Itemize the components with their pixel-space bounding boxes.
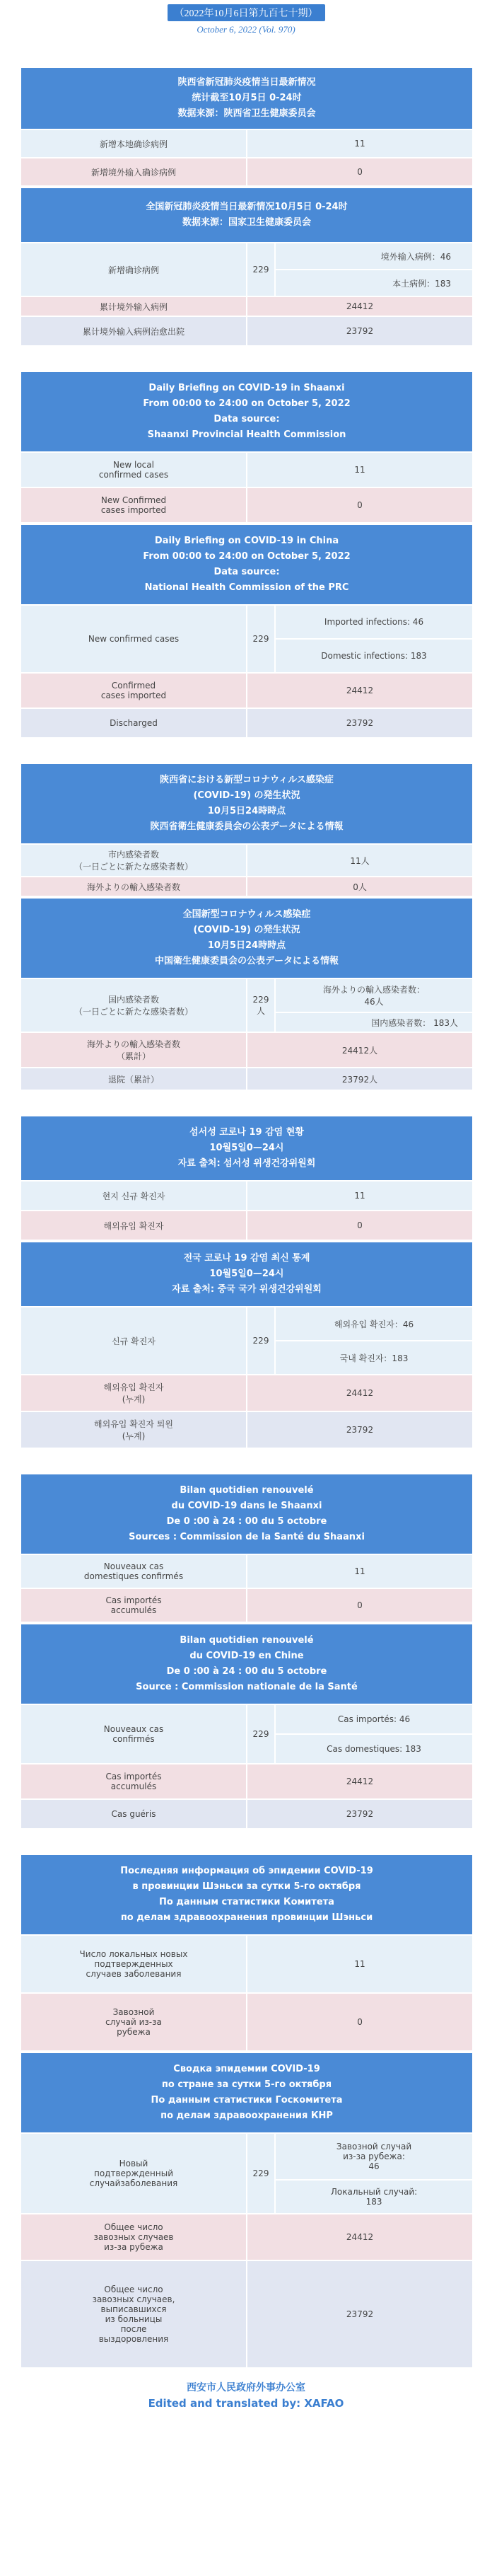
ru-local-table: [20, 1854, 474, 2052]
ru-national-title: Сводка эпидемии COVID-19 по стране за сутки 5-го октября По данным статистики Госкомитета по делам здравоохранения КНР: [20, 2052, 473, 2133]
en-local-table: [20, 371, 474, 524]
zh-local-table: [20, 67, 474, 187]
ru-national-row-label: Общее число завозных случаев, выписавшихся из больницы после выздоровления: [20, 2260, 247, 2368]
ru-imported-cases: Завозной случай из-за рубежа: 46: [275, 2133, 473, 2180]
page: [20, 0, 472, 2410]
ko-national-title: 전국 코로나 19 감염 최신 통계 10월5일0—24시 자료 출처: 중국 국가 위생건강위원회: [20, 1242, 473, 1307]
ko-new-cases-total: 229: [247, 1307, 275, 1375]
fr-new-cases-label: Nouveaux cas confirmés: [20, 1704, 247, 1764]
ru-local-row-value: 0: [247, 1993, 473, 2051]
en-local-row-label: New local confirmed cases: [20, 452, 247, 487]
zh-national-table: [20, 187, 474, 347]
en-domestic-cases: Domestic infections: 183: [275, 639, 473, 673]
zh-national-row-value: 24412: [247, 296, 473, 316]
section-russian: [20, 1854, 472, 2369]
section-korean: [20, 1115, 472, 1449]
en-new-cases-label: New confirmed cases: [20, 605, 247, 673]
ja-local-row-label: 海外よりの輸入感染者数: [20, 877, 247, 896]
ko-national-table: [20, 1241, 474, 1449]
ja-national-row-label: 退院（累計）: [20, 1068, 247, 1090]
ru-national-row-label: Общее число завозных случаев из-за рубежа: [20, 2214, 247, 2260]
fr-domestic-cases: Cas domestiques: 183: [275, 1734, 473, 1764]
en-local-row-label: New Confirmed cases imported: [20, 487, 247, 523]
footer-credit: Edited and translated by: XAFAO: [148, 2397, 344, 2410]
issue-badge: （2022年10月6日第九百七十期）: [168, 4, 325, 21]
ja-national-row-value: 23792人: [247, 1068, 473, 1090]
en-local-row-value: 11: [247, 452, 473, 487]
ja-local-row-label: 市内感染者数 （一日ごとに新たな感染者数）: [20, 844, 247, 877]
en-national-row-label: Confirmed cases imported: [20, 673, 247, 708]
zh-national-row-value: 23792: [247, 316, 473, 346]
ru-domestic-cases: Локальный случай: 183: [275, 2180, 473, 2214]
fr-local-row-label: Nouveaux cas domestiques confirmés: [20, 1554, 247, 1588]
fr-national-row-label: Cas importés accumulés: [20, 1764, 247, 1799]
fr-national-row-label: Cas guéris: [20, 1799, 247, 1829]
ko-national-row-value: 24412: [247, 1375, 473, 1411]
ru-local-row-value: 11: [247, 1935, 473, 1993]
ru-national-row-value: 24412: [247, 2214, 473, 2260]
ko-local-row-label: 현지 신규 확진자: [20, 1181, 247, 1211]
ja-local-row-value: 0人: [247, 877, 473, 896]
zh-new-cases-label: 新增确诊病例: [20, 243, 247, 296]
fr-national-table: [20, 1623, 474, 1830]
ko-national-row-label: 해외유입 확진자 퇴원 (누계): [20, 1411, 247, 1448]
ru-national-table: [20, 2052, 474, 2369]
ru-new-cases-total: 229: [247, 2133, 275, 2214]
ru-national-row-value: 23792: [247, 2260, 473, 2368]
ko-national-row-label: 해외유입 확진자 (누계): [20, 1375, 247, 1411]
ko-local-row-value: 0: [247, 1211, 473, 1240]
section-japanese: [20, 763, 472, 1091]
fr-national-row-value: 24412: [247, 1764, 473, 1799]
zh-domestic-cases: 本土病例：183: [275, 270, 473, 296]
page-footer: [20, 2380, 472, 2410]
en-imported-cases: Imported infections: 46: [275, 605, 473, 639]
zh-imported-cases: 境外输入病例：46: [275, 243, 473, 270]
section-french: [20, 1473, 472, 1830]
ja-local-table: [20, 763, 474, 897]
ja-domestic-cases: 国内感染者数： 183人: [275, 1012, 473, 1032]
zh-national-row-label: 累计境外输入病例: [20, 296, 247, 316]
ko-new-cases-label: 신규 확진자: [20, 1307, 247, 1375]
zh-new-cases-total: 229: [247, 243, 275, 296]
ko-local-row-label: 해외유입 확진자: [20, 1211, 247, 1240]
zh-local-row-value: 11: [247, 129, 473, 158]
ja-local-row-value: 11人: [247, 844, 473, 877]
section-english: [20, 371, 472, 739]
zh-local-title: 陕西省新冠肺炎疫情当日最新情况 统计截至10月5日 0-24时 数据来源：陕西省卫生健康委员会: [20, 67, 473, 129]
en-national-row-value: 23792: [247, 708, 473, 738]
ja-local-title: 陝西省における新型コロナウィルス感染症 (COVID-19) の発生状況 10月5日24時時点 陝西省衛生健康委員会の公表データによる情報: [20, 763, 473, 844]
ja-national-row-label: 海外よりの輸入感染者数 （累計）: [20, 1032, 247, 1068]
ko-national-row-value: 23792: [247, 1411, 473, 1448]
ja-national-title: 全国新型コロナウィルス感染症 (COVID-19) の発生状況 10月5日24時時点 中国衛生健康委員会の公表データによる情報: [20, 898, 473, 978]
fr-local-row-value: 0: [247, 1588, 473, 1622]
ko-local-table: [20, 1115, 474, 1241]
fr-local-row-label: Cas importés accumulés: [20, 1588, 247, 1622]
zh-local-row-label: 新增境外输入确诊病例: [20, 158, 247, 186]
fr-new-cases-total: 229: [247, 1704, 275, 1764]
ja-new-cases-label: 国内感染者数 （一日ごとに新たな感染者数）: [20, 978, 247, 1032]
ru-local-row-label: Число локальных новых подтвержденных случаев заболевания: [20, 1935, 247, 1993]
zh-local-row-label: 新增本地确诊病例: [20, 129, 247, 158]
ko-imported-cases: 해외유입 확진자：46: [275, 1307, 473, 1341]
ru-local-title: Последняя информация об эпидемии COVID-19 в провинции Шэньси за сутки 5-го октября По данным статистики Комитета по делам здравоохранения провинции Шэньси: [20, 1854, 473, 1935]
section-chinese: [20, 67, 472, 347]
ko-domestic-cases: 국내 확진자：183: [275, 1341, 473, 1375]
issue-date: October 6, 2022 (Vol. 970): [197, 24, 295, 35]
zh-national-row-label: 累计境外输入病例治愈出院: [20, 316, 247, 346]
fr-national-title: Bilan quotidien renouvelé du COVID-19 en Chine De 0 :00 à 24 : 00 du 5 octobre Source : Commission nationale de la Santé: [20, 1624, 473, 1704]
en-national-title: Daily Briefing on COVID-19 in China From 00:00 to 24:00 on October 5, 2022 Data source: National Health Commission of the PRC: [20, 524, 473, 605]
fr-local-row-value: 11: [247, 1554, 473, 1588]
ru-local-row-label: Завозной случай из-за рубежа: [20, 1993, 247, 2051]
ko-local-title: 섬서성 코로나 19 감염 현황 10월5일0—24시 자료 출처: 섬서성 위생건강위원회: [20, 1116, 473, 1181]
fr-national-row-value: 23792: [247, 1799, 473, 1829]
en-new-cases-total: 229: [247, 605, 275, 673]
fr-local-table: [20, 1473, 474, 1623]
en-national-row-value: 24412: [247, 673, 473, 708]
zh-local-row-value: 0: [247, 158, 473, 186]
ja-national-table: [20, 897, 474, 1091]
zh-national-title: 全国新冠肺炎疫情当日最新情况10月5日 0-24时 数据来源：国家卫生健康委员会: [20, 187, 473, 243]
en-national-table: [20, 524, 474, 739]
en-national-row-label: Discharged: [20, 708, 247, 738]
footer-organization: 西安市人民政府外事办公室: [187, 2382, 305, 2393]
en-local-title: Daily Briefing on COVID-19 in Shaanxi From 00:00 to 24:00 on October 5, 2022 Data source: Shaanxi Provincial Health Commission: [20, 371, 473, 452]
fr-imported-cases: Cas importés: 46: [275, 1704, 473, 1734]
page-header: [20, 0, 472, 35]
en-local-row-value: 0: [247, 487, 473, 523]
ru-new-cases-label: Новый подтвержденный случайзаболевания: [20, 2133, 247, 2214]
ja-imported-cases: 海外よりの輸入感染者数： 46人: [275, 978, 473, 1012]
fr-local-title: Bilan quotidien renouvelé du COVID-19 dans le Shaanxi De 0 :00 à 24 : 00 du 5 octobre Sources : Commission de la Santé du Shaanxi: [20, 1474, 473, 1554]
ja-national-row-value: 24412人: [247, 1032, 473, 1068]
ko-local-row-value: 11: [247, 1181, 473, 1211]
ja-new-cases-total: 229人: [247, 978, 275, 1032]
